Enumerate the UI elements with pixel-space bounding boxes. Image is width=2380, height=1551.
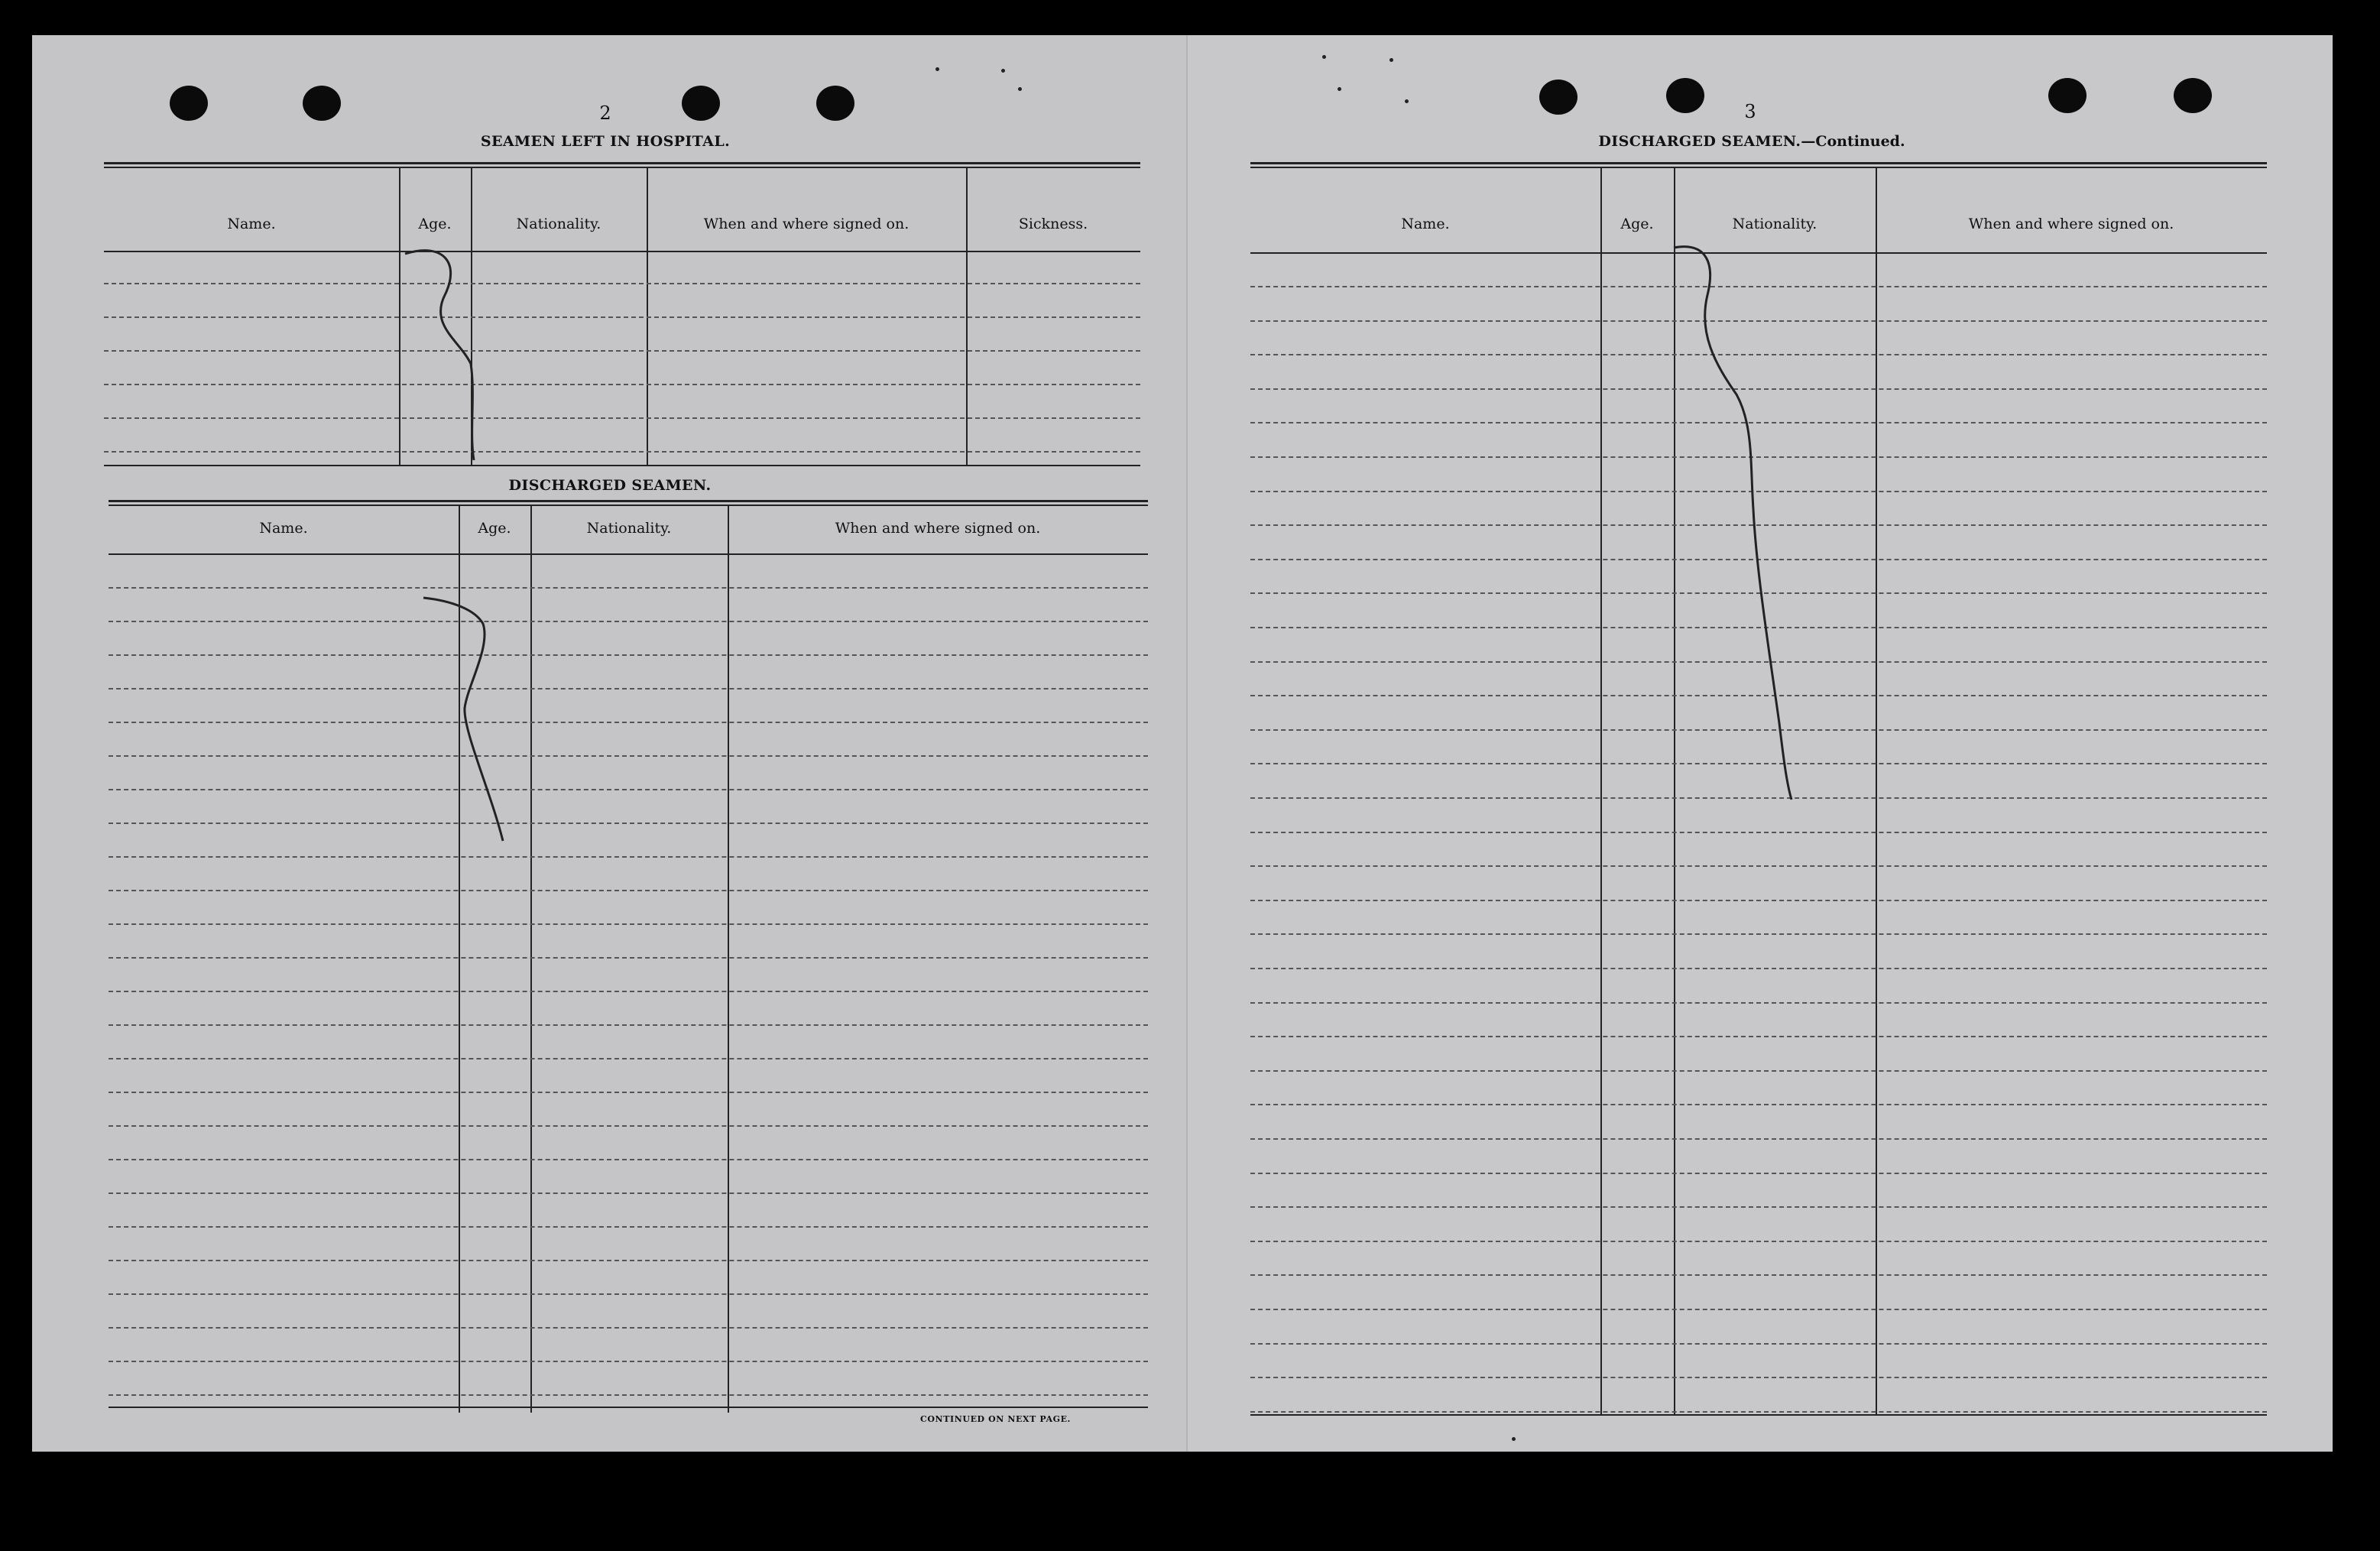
punch-hole (1539, 79, 1577, 115)
blank-row (1250, 1241, 2267, 1242)
blank-row (1250, 354, 2267, 355)
page-number: 2 (599, 102, 611, 124)
page-number: 3 (1744, 101, 1756, 122)
left-page (32, 35, 1186, 1452)
speck (1001, 69, 1005, 73)
blank-row (109, 1159, 1148, 1160)
blank-row (1250, 524, 2267, 526)
blank-row (109, 957, 1148, 959)
blank-row (1250, 456, 2267, 458)
blank-row (1250, 592, 2267, 594)
column-header-name: Name. (227, 216, 276, 232)
blank-row (109, 823, 1148, 824)
column-header-when-where: When and where signed on. (703, 216, 910, 232)
speck (935, 67, 939, 71)
blank-row (109, 688, 1148, 690)
speck (1405, 99, 1409, 103)
column-header-when-where: When and where signed on. (1968, 216, 2174, 232)
blank-row (1250, 627, 2267, 628)
column-header-sickness: Sickness. (1018, 216, 1088, 232)
blank-row (109, 923, 1148, 925)
blank-row (109, 654, 1148, 656)
blank-row (1250, 1274, 2267, 1276)
punch-hole (2048, 78, 2087, 113)
column-header-name: Name. (1401, 216, 1450, 232)
blank-row (109, 1327, 1148, 1329)
blank-row (1250, 286, 2267, 287)
blank-row (1250, 320, 2267, 322)
double-rule (104, 162, 1140, 168)
blank-row (109, 1293, 1148, 1295)
blank-row (1250, 1036, 2267, 1037)
blank-row (109, 1361, 1148, 1362)
bottom-rule (109, 1407, 1148, 1408)
blank-row (1250, 1138, 2267, 1140)
column-header-nationality: Nationality. (586, 520, 672, 537)
column-header-age: Age. (478, 520, 511, 537)
speck (1338, 87, 1341, 91)
blank-row (1250, 1309, 2267, 1310)
blank-row (104, 451, 1140, 453)
bottom-rule (1250, 1414, 2267, 1416)
blank-row (109, 1058, 1148, 1059)
double-rule (1250, 162, 2267, 168)
blank-row (1250, 729, 2267, 731)
blank-row (1250, 1411, 2267, 1413)
blank-row (109, 890, 1148, 891)
blank-row (104, 350, 1140, 352)
continued-suffix: —Continued. (1801, 133, 1905, 150)
blank-row (104, 283, 1140, 284)
blank-row (109, 1092, 1148, 1093)
blank-row (109, 856, 1148, 858)
blank-row (1250, 388, 2267, 390)
punch-hole (2174, 78, 2212, 113)
blank-row (1250, 933, 2267, 935)
blank-row (109, 587, 1148, 589)
blank-row (104, 316, 1140, 318)
blank-row (109, 722, 1148, 723)
discharged-table (109, 500, 1148, 1419)
column-divider (728, 506, 729, 1413)
blank-row (109, 1192, 1148, 1194)
blank-row (1250, 1002, 2267, 1004)
punch-hole (303, 86, 341, 121)
speck (1512, 1437, 1516, 1441)
blank-row (1250, 422, 2267, 423)
punch-hole (682, 86, 720, 121)
blank-row (1250, 1104, 2267, 1105)
column-header-age: Age. (1620, 216, 1654, 232)
double-rule (109, 500, 1148, 506)
header-rule (1250, 252, 2267, 254)
column-divider (530, 506, 532, 1413)
blank-row (109, 1394, 1148, 1396)
blank-row (109, 1226, 1148, 1228)
hospital-section-title: SEAMEN LEFT IN HOSPITAL. (480, 133, 731, 150)
hospital-table (104, 162, 1140, 466)
blank-row (1250, 559, 2267, 560)
punch-hole (816, 86, 854, 121)
blank-row (109, 1024, 1148, 1026)
discharged-continued-title (1598, 133, 1905, 150)
discharged-section-title: DISCHARGED SEAMEN. (508, 477, 712, 494)
blank-row (1250, 900, 2267, 901)
header-rule (104, 251, 1140, 252)
blank-row (1250, 1206, 2267, 1208)
blank-row (109, 1260, 1148, 1261)
blank-row (1250, 865, 2267, 867)
column-header-when-where: When and where signed on. (835, 520, 1041, 537)
blank-row (109, 621, 1148, 622)
blank-row (1250, 763, 2267, 764)
blank-row (1250, 1343, 2267, 1345)
blank-row (1250, 968, 2267, 969)
discharged-continued-table (1250, 162, 2267, 1416)
header-rule (109, 553, 1148, 555)
blank-row (1250, 1173, 2267, 1174)
punch-hole (1666, 78, 1704, 113)
speck (1322, 55, 1326, 59)
blank-row (1250, 661, 2267, 663)
speck (1018, 87, 1022, 91)
column-header-nationality: Nationality. (516, 216, 601, 232)
speck (1389, 58, 1393, 62)
blank-row (1250, 832, 2267, 833)
column-header-name: Name. (259, 520, 308, 537)
blank-row (109, 755, 1148, 757)
right-page (1186, 35, 2333, 1452)
blank-row (109, 1125, 1148, 1127)
punch-hole (170, 86, 208, 121)
column-divider (459, 506, 460, 1413)
blank-row (109, 789, 1148, 790)
blank-row (104, 384, 1140, 385)
column-header-nationality: Nationality. (1732, 216, 1817, 232)
bottom-rule (104, 465, 1140, 466)
section-title-text: DISCHARGED SEAMEN. (1598, 133, 1801, 150)
blank-row (1250, 1070, 2267, 1072)
blank-row (1250, 1377, 2267, 1378)
column-header-age: Age. (418, 216, 452, 232)
blank-row (1250, 695, 2267, 696)
blank-row (104, 417, 1140, 419)
blank-row (109, 991, 1148, 992)
blank-row (1250, 491, 2267, 492)
continued-note: CONTINUED ON NEXT PAGE. (920, 1414, 1071, 1424)
blank-row (1250, 797, 2267, 799)
